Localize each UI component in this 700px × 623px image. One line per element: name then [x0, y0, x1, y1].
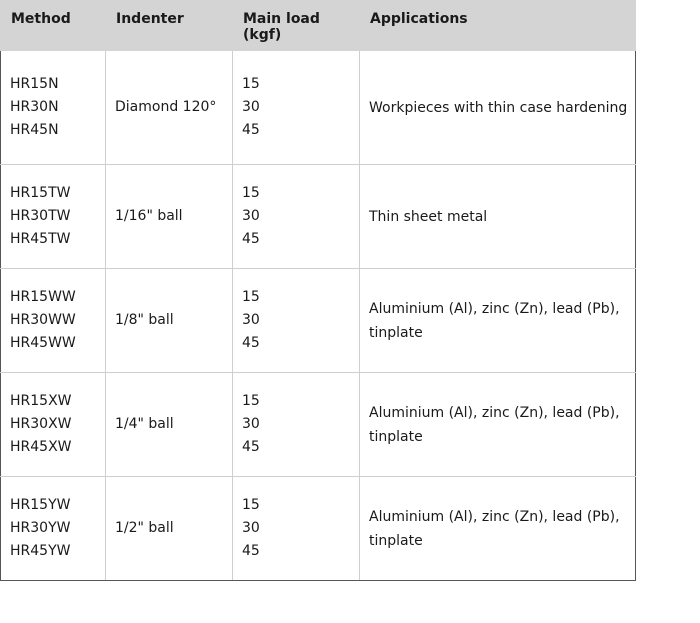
indenter-cell: 1/8" ball [106, 269, 233, 373]
indenter-cell: 1/2" ball [106, 477, 233, 581]
method-value: HR15TW [10, 185, 71, 201]
method-value: HR45TW [10, 231, 71, 247]
load-value: 45 [242, 122, 260, 138]
method-cell [1, 51, 106, 165]
application-cell [360, 477, 636, 581]
load-value: 45 [242, 231, 260, 247]
method-cell [1, 373, 106, 477]
table-row [1, 373, 636, 477]
application-cell [360, 269, 636, 373]
method-value: HR15WW [10, 289, 76, 305]
application-text: Thin sheet metal [369, 208, 488, 225]
table-header [1, 1, 636, 51]
load-cell [233, 373, 360, 477]
application-cell [360, 165, 636, 269]
load-value: 45 [242, 543, 260, 559]
indenter-cell: 1/4" ball [106, 373, 233, 477]
header-indenter: Indenter [106, 1, 233, 51]
load-value: 15 [242, 393, 260, 409]
method-value: HR45WW [10, 335, 76, 351]
table-row [1, 477, 636, 581]
load-value: 30 [242, 312, 260, 328]
load-value: 30 [242, 520, 260, 536]
header-main-load: Main load (kgf) [233, 1, 360, 51]
application-text: Aluminium (Al), zinc (Zn), lead (Pb), tinplate [369, 404, 620, 445]
method-value: HR45N [10, 122, 59, 138]
load-cell [233, 269, 360, 373]
application-text: Aluminium (Al), zinc (Zn), lead (Pb), tinplate [369, 300, 620, 341]
method-value: HR45YW [10, 543, 71, 559]
load-cell [233, 51, 360, 165]
method-value: HR15YW [10, 497, 71, 513]
application-text: Workpieces with thin case hardening [369, 99, 628, 116]
header-method: Method [1, 1, 106, 51]
header-applications: Applications [360, 1, 636, 51]
method-value: HR15XW [10, 393, 72, 409]
method-value: HR30YW [10, 520, 71, 536]
method-value: HR30WW [10, 312, 76, 328]
table-body [1, 51, 636, 581]
load-value: 30 [242, 416, 260, 432]
method-value: HR30XW [10, 416, 72, 432]
method-value: HR15N [10, 76, 59, 92]
indenter-cell: Diamond 120° [106, 51, 233, 165]
load-value: 15 [242, 185, 260, 201]
load-value: 45 [242, 335, 260, 351]
method-value: HR30TW [10, 208, 71, 224]
table-row [1, 51, 636, 165]
method-value: HR30N [10, 99, 59, 115]
method-cell [1, 165, 106, 269]
method-cell [1, 269, 106, 373]
load-cell [233, 477, 360, 581]
method-value: HR45XW [10, 439, 72, 455]
indenter-cell: 1/16" ball [106, 165, 233, 269]
header-row [1, 1, 636, 51]
application-text: Aluminium (Al), zinc (Zn), lead (Pb), tinplate [369, 508, 620, 549]
load-value: 30 [242, 208, 260, 224]
method-cell [1, 477, 106, 581]
load-value: 15 [242, 289, 260, 305]
load-value: 15 [242, 76, 260, 92]
load-value: 15 [242, 497, 260, 513]
table-row [1, 269, 636, 373]
load-cell [233, 165, 360, 269]
table-row [1, 165, 636, 269]
application-cell [360, 51, 636, 165]
load-value: 45 [242, 439, 260, 455]
application-cell [360, 373, 636, 477]
load-value: 30 [242, 99, 260, 115]
